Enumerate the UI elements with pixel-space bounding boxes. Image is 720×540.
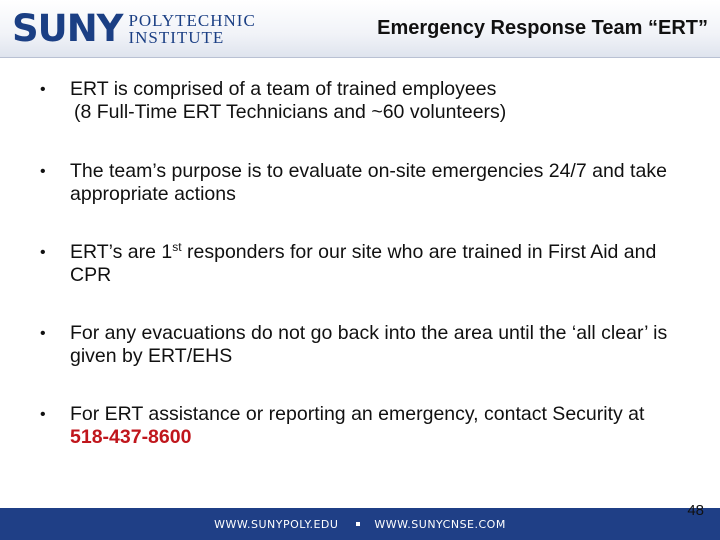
bullet-text — [70, 241, 656, 286]
logo-subtitle — [128, 12, 255, 46]
bullet-dot-icon: • — [40, 244, 46, 261]
bullet-text-end: responders for our site who are trained in First Aid and CPR — [70, 241, 657, 286]
footer-separator-icon — [356, 522, 360, 526]
logo-subtitle-line2: INSTITUTE — [128, 28, 225, 47]
bullet-item — [40, 78, 680, 124]
bullet-item — [40, 322, 680, 368]
logo-subtitle-line1: POLYTECHNIC — [128, 11, 256, 30]
bullet-text-line: (8 Full-Time ERT Technicians and ~60 volunteers) — [74, 101, 507, 123]
bullet-dot-icon: • — [40, 406, 46, 423]
bullet-text-line: ERT is comprised of a team of trained employees — [70, 78, 497, 100]
logo-wordmark: SUNY — [12, 7, 123, 50]
bullet-item — [40, 160, 680, 206]
footer-link-sunycnse[interactable]: WWW.SUNYCNSE.COM — [374, 517, 506, 531]
bullet-text: For any evacuations do not go back into the area until the ‘all clear’ is given by ERT/EHS — [70, 322, 668, 367]
bullet-text — [70, 403, 644, 448]
bullet-dot-icon: • — [40, 81, 46, 98]
suny-poly-logo — [12, 9, 256, 49]
bullet-dot-icon: • — [40, 163, 46, 180]
ordinal-suffix: st — [172, 240, 182, 254]
slide-header — [0, 0, 720, 58]
bullet-text-start: ERT’s are 1 — [70, 241, 173, 263]
bullet-item — [40, 403, 680, 449]
footer-link-sunypoly[interactable]: WWW.SUNYPOLY.EDU — [214, 517, 339, 531]
bullet-item — [40, 241, 680, 287]
slide-title: Emergency Response Team “ERT” — [377, 17, 708, 39]
bullet-text: The team’s purpose is to evaluate on-site emergencies 24/7 and take appropriate actions — [70, 160, 667, 205]
slide-footer — [0, 508, 720, 540]
bullet-list — [40, 78, 680, 449]
page-number: 48 — [687, 502, 704, 519]
bullet-dot-icon: • — [40, 325, 46, 342]
bullet-text-start: For ERT assistance or reporting an emergency, contact Security at — [70, 403, 645, 425]
security-phone-number: 518-437-8600 — [70, 426, 192, 448]
